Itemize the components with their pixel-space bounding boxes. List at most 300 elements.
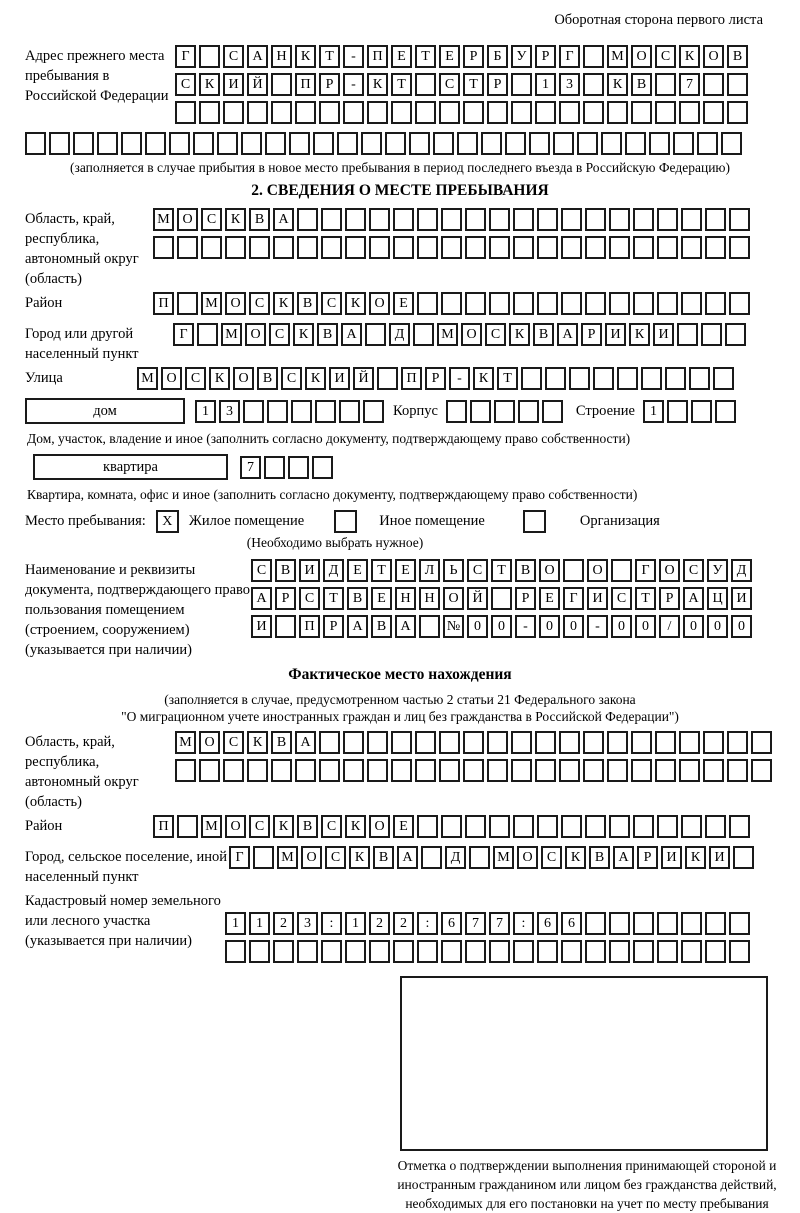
char-cell[interactable]: 3 — [297, 912, 318, 935]
char-cell[interactable] — [415, 101, 436, 124]
char-cell[interactable]: 1 — [345, 912, 366, 935]
char-cell[interactable] — [393, 208, 414, 231]
char-cell[interactable]: М — [201, 292, 222, 315]
char-cell[interactable]: О — [443, 587, 464, 610]
char-cell[interactable]: 0 — [611, 615, 632, 638]
char-cell[interactable]: Е — [371, 587, 392, 610]
char-cell[interactable] — [199, 45, 220, 68]
char-cell[interactable] — [391, 759, 412, 782]
char-cell[interactable]: - — [515, 615, 536, 638]
char-cell[interactable] — [463, 731, 484, 754]
char-cell[interactable]: С — [541, 846, 562, 869]
char-cell[interactable]: Е — [439, 45, 460, 68]
char-cell[interactable]: О — [461, 323, 482, 346]
char-cell[interactable]: К — [679, 45, 700, 68]
char-cell[interactable] — [465, 815, 486, 838]
char-cell[interactable] — [465, 292, 486, 315]
char-cell[interactable] — [145, 132, 166, 155]
char-cell[interactable]: Н — [419, 587, 440, 610]
char-cell[interactable]: Г — [559, 45, 580, 68]
char-cell[interactable] — [559, 731, 580, 754]
char-cell[interactable]: 0 — [683, 615, 704, 638]
char-cell[interactable] — [537, 236, 558, 259]
char-cell[interactable] — [585, 236, 606, 259]
char-cell[interactable]: А — [395, 615, 416, 638]
char-cell[interactable]: Т — [415, 45, 436, 68]
char-cell[interactable] — [415, 759, 436, 782]
char-cell[interactable]: Й — [353, 367, 374, 390]
char-cell[interactable] — [727, 73, 748, 96]
char-cell[interactable] — [489, 940, 510, 963]
char-cell[interactable] — [343, 731, 364, 754]
char-cell[interactable] — [559, 759, 580, 782]
char-cell[interactable]: М — [175, 731, 196, 754]
char-cell[interactable] — [569, 367, 590, 390]
char-cell[interactable] — [457, 132, 478, 155]
char-cell[interactable] — [313, 132, 334, 155]
char-cell[interactable] — [609, 940, 630, 963]
char-cell[interactable] — [217, 132, 238, 155]
char-cell[interactable]: 6 — [561, 912, 582, 935]
char-cell[interactable]: Г — [229, 846, 250, 869]
char-cell[interactable]: 3 — [219, 400, 240, 423]
char-cell[interactable]: В — [589, 846, 610, 869]
char-cell[interactable]: 1 — [535, 73, 556, 96]
char-cell[interactable] — [419, 615, 440, 638]
char-cell[interactable]: П — [295, 73, 316, 96]
char-cell[interactable]: В — [371, 615, 392, 638]
char-cell[interactable]: М — [493, 846, 514, 869]
char-cell[interactable] — [199, 101, 220, 124]
char-cell[interactable]: - — [343, 73, 364, 96]
char-cell[interactable]: А — [397, 846, 418, 869]
char-cell[interactable]: 0 — [563, 615, 584, 638]
char-cell[interactable]: К — [607, 73, 628, 96]
char-cell[interactable]: С — [655, 45, 676, 68]
char-cell[interactable]: 0 — [539, 615, 560, 638]
char-cell[interactable] — [677, 323, 698, 346]
char-cell[interactable] — [681, 292, 702, 315]
char-cell[interactable] — [559, 101, 580, 124]
char-cell[interactable]: 7 — [240, 456, 261, 479]
char-cell[interactable] — [297, 208, 318, 231]
char-cell[interactable] — [441, 940, 462, 963]
char-cell[interactable] — [247, 759, 268, 782]
char-cell[interactable] — [271, 759, 292, 782]
char-cell[interactable] — [385, 132, 406, 155]
char-cell[interactable] — [321, 208, 342, 231]
char-cell[interactable]: Т — [391, 73, 412, 96]
char-cell[interactable]: Д — [731, 559, 752, 582]
char-cell[interactable]: С — [223, 731, 244, 754]
char-cell[interactable] — [679, 101, 700, 124]
char-cell[interactable] — [225, 236, 246, 259]
char-cell[interactable] — [607, 731, 628, 754]
char-cell[interactable]: : — [513, 912, 534, 935]
char-cell[interactable]: 0 — [635, 615, 656, 638]
char-cell[interactable]: С — [249, 292, 270, 315]
char-cell[interactable]: П — [153, 292, 174, 315]
char-cell[interactable] — [441, 815, 462, 838]
char-cell[interactable] — [537, 292, 558, 315]
char-cell[interactable]: 1 — [643, 400, 664, 423]
char-cell[interactable]: М — [201, 815, 222, 838]
char-cell[interactable]: Г — [173, 323, 194, 346]
char-cell[interactable] — [633, 940, 654, 963]
char-cell[interactable] — [421, 846, 442, 869]
char-cell[interactable] — [583, 101, 604, 124]
char-cell[interactable] — [249, 940, 270, 963]
char-cell[interactable] — [751, 731, 772, 754]
char-cell[interactable]: О — [539, 559, 560, 582]
char-cell[interactable] — [655, 759, 676, 782]
char-cell[interactable] — [561, 815, 582, 838]
char-cell[interactable] — [703, 101, 724, 124]
char-cell[interactable] — [446, 400, 467, 423]
char-cell[interactable]: Т — [463, 73, 484, 96]
char-cell[interactable] — [289, 132, 310, 155]
char-cell[interactable] — [511, 759, 532, 782]
char-cell[interactable] — [193, 132, 214, 155]
char-cell[interactable] — [609, 815, 630, 838]
char-cell[interactable] — [705, 236, 726, 259]
char-cell[interactable] — [703, 759, 724, 782]
char-cell[interactable]: О — [225, 815, 246, 838]
char-cell[interactable] — [177, 292, 198, 315]
char-cell[interactable] — [489, 208, 510, 231]
char-cell[interactable] — [223, 101, 244, 124]
char-cell[interactable]: Т — [371, 559, 392, 582]
char-cell[interactable] — [241, 132, 262, 155]
char-cell[interactable] — [611, 559, 632, 582]
char-cell[interactable] — [542, 400, 563, 423]
char-cell[interactable]: О — [301, 846, 322, 869]
char-cell[interactable]: : — [417, 912, 438, 935]
char-cell[interactable]: Г — [563, 587, 584, 610]
char-cell[interactable] — [521, 367, 542, 390]
char-cell[interactable]: И — [709, 846, 730, 869]
char-cell[interactable]: К — [199, 73, 220, 96]
char-cell[interactable]: Т — [491, 559, 512, 582]
char-cell[interactable] — [633, 815, 654, 838]
char-cell[interactable] — [267, 400, 288, 423]
char-cell[interactable] — [631, 759, 652, 782]
char-cell[interactable] — [201, 236, 222, 259]
char-cell[interactable] — [369, 236, 390, 259]
char-cell[interactable]: М — [153, 208, 174, 231]
char-cell[interactable] — [487, 759, 508, 782]
char-cell[interactable]: С — [439, 73, 460, 96]
char-cell[interactable] — [439, 731, 460, 754]
char-cell[interactable]: Р — [515, 587, 536, 610]
char-cell[interactable] — [491, 587, 512, 610]
char-cell[interactable]: 6 — [537, 912, 558, 935]
char-cell[interactable]: К — [629, 323, 650, 346]
char-cell[interactable] — [631, 101, 652, 124]
char-cell[interactable] — [169, 132, 190, 155]
char-cell[interactable]: С — [251, 559, 272, 582]
char-cell[interactable] — [391, 101, 412, 124]
char-cell[interactable]: С — [281, 367, 302, 390]
char-cell[interactable] — [585, 912, 606, 935]
char-cell[interactable]: А — [247, 45, 268, 68]
char-cell[interactable]: В — [533, 323, 554, 346]
char-cell[interactable]: П — [153, 815, 174, 838]
char-cell[interactable] — [641, 367, 662, 390]
char-cell[interactable]: Р — [319, 73, 340, 96]
char-cell[interactable] — [315, 400, 336, 423]
char-cell[interactable] — [433, 132, 454, 155]
char-cell[interactable] — [593, 367, 614, 390]
char-cell[interactable]: В — [515, 559, 536, 582]
char-cell[interactable] — [271, 101, 292, 124]
char-cell[interactable] — [633, 236, 654, 259]
char-cell[interactable] — [365, 323, 386, 346]
char-cell[interactable] — [469, 846, 490, 869]
char-cell[interactable]: Л — [419, 559, 440, 582]
char-cell[interactable] — [465, 236, 486, 259]
char-cell[interactable] — [393, 236, 414, 259]
char-cell[interactable]: А — [557, 323, 578, 346]
char-cell[interactable]: И — [605, 323, 626, 346]
char-cell[interactable] — [729, 208, 750, 231]
char-cell[interactable]: Д — [323, 559, 344, 582]
char-cell[interactable] — [275, 615, 296, 638]
char-cell[interactable] — [481, 132, 502, 155]
char-cell[interactable] — [729, 940, 750, 963]
char-cell[interactable] — [417, 208, 438, 231]
char-cell[interactable] — [417, 292, 438, 315]
char-cell[interactable] — [73, 132, 94, 155]
char-cell[interactable]: К — [367, 73, 388, 96]
char-cell[interactable]: В — [257, 367, 278, 390]
char-cell[interactable]: П — [367, 45, 388, 68]
char-cell[interactable] — [417, 815, 438, 838]
char-cell[interactable]: К — [247, 731, 268, 754]
char-cell[interactable]: Д — [445, 846, 466, 869]
char-cell[interactable] — [609, 208, 630, 231]
char-cell[interactable]: М — [221, 323, 242, 346]
char-cell[interactable]: 1 — [195, 400, 216, 423]
char-cell[interactable]: С — [611, 587, 632, 610]
char-cell[interactable]: С — [299, 587, 320, 610]
char-cell[interactable]: О — [245, 323, 266, 346]
char-cell[interactable] — [463, 759, 484, 782]
char-cell[interactable]: К — [509, 323, 530, 346]
char-cell[interactable] — [363, 400, 384, 423]
char-cell[interactable]: К — [685, 846, 706, 869]
char-cell[interactable] — [729, 292, 750, 315]
char-cell[interactable] — [553, 132, 574, 155]
char-cell[interactable] — [295, 101, 316, 124]
char-cell[interactable] — [703, 731, 724, 754]
char-cell[interactable] — [489, 292, 510, 315]
char-cell[interactable] — [49, 132, 70, 155]
char-cell[interactable]: 0 — [491, 615, 512, 638]
char-cell[interactable]: У — [511, 45, 532, 68]
char-cell[interactable] — [297, 236, 318, 259]
char-cell[interactable] — [537, 815, 558, 838]
char-cell[interactable] — [513, 208, 534, 231]
char-cell[interactable] — [511, 101, 532, 124]
char-cell[interactable] — [247, 101, 268, 124]
char-cell[interactable]: - — [587, 615, 608, 638]
char-cell[interactable] — [657, 236, 678, 259]
char-cell[interactable] — [607, 101, 628, 124]
char-cell[interactable] — [463, 101, 484, 124]
char-cell[interactable] — [667, 400, 688, 423]
char-cell[interactable] — [253, 846, 274, 869]
char-cell[interactable] — [225, 940, 246, 963]
char-cell[interactable] — [545, 367, 566, 390]
char-cell[interactable] — [345, 236, 366, 259]
char-cell[interactable]: 0 — [467, 615, 488, 638]
char-cell[interactable] — [617, 367, 638, 390]
char-cell[interactable] — [321, 236, 342, 259]
char-cell[interactable]: 2 — [273, 912, 294, 935]
char-cell[interactable] — [561, 208, 582, 231]
char-cell[interactable]: 0 — [731, 615, 752, 638]
char-cell[interactable]: В — [727, 45, 748, 68]
char-cell[interactable]: 7 — [489, 912, 510, 935]
char-cell[interactable] — [465, 208, 486, 231]
char-cell[interactable] — [607, 759, 628, 782]
char-cell[interactable] — [561, 236, 582, 259]
char-cell[interactable] — [585, 815, 606, 838]
char-cell[interactable]: К — [345, 292, 366, 315]
char-cell[interactable]: И — [299, 559, 320, 582]
char-cell[interactable] — [369, 208, 390, 231]
char-cell[interactable]: О — [177, 208, 198, 231]
char-cell[interactable] — [751, 759, 772, 782]
char-cell[interactable]: О — [587, 559, 608, 582]
char-cell[interactable] — [537, 940, 558, 963]
char-cell[interactable]: С — [269, 323, 290, 346]
char-cell[interactable] — [665, 367, 686, 390]
char-cell[interactable] — [657, 940, 678, 963]
char-cell[interactable]: Р — [659, 587, 680, 610]
char-cell[interactable]: Н — [271, 45, 292, 68]
char-cell[interactable]: 2 — [393, 912, 414, 935]
char-cell[interactable] — [271, 73, 292, 96]
char-cell[interactable] — [295, 759, 316, 782]
char-cell[interactable]: К — [305, 367, 326, 390]
char-cell[interactable] — [513, 815, 534, 838]
char-cell[interactable]: Е — [393, 292, 414, 315]
char-cell[interactable] — [697, 132, 718, 155]
char-cell[interactable]: О — [199, 731, 220, 754]
char-cell[interactable] — [249, 236, 270, 259]
char-cell[interactable] — [513, 236, 534, 259]
char-cell[interactable]: А — [341, 323, 362, 346]
char-cell[interactable]: В — [317, 323, 338, 346]
char-cell[interactable] — [291, 400, 312, 423]
char-cell[interactable] — [609, 236, 630, 259]
char-cell[interactable]: О — [225, 292, 246, 315]
char-cell[interactable] — [689, 367, 710, 390]
char-cell[interactable] — [583, 759, 604, 782]
char-cell[interactable]: С — [201, 208, 222, 231]
char-cell[interactable] — [319, 101, 340, 124]
char-cell[interactable]: К — [565, 846, 586, 869]
char-cell[interactable]: Т — [497, 367, 518, 390]
char-cell[interactable] — [367, 101, 388, 124]
checkbox-other-premises[interactable] — [334, 510, 357, 533]
char-cell[interactable] — [243, 400, 264, 423]
char-cell[interactable] — [441, 208, 462, 231]
char-cell[interactable] — [489, 236, 510, 259]
char-cell[interactable] — [727, 101, 748, 124]
char-cell[interactable] — [679, 731, 700, 754]
char-cell[interactable] — [535, 731, 556, 754]
char-cell[interactable]: № — [443, 615, 464, 638]
char-cell[interactable]: И — [329, 367, 350, 390]
char-cell[interactable]: О — [161, 367, 182, 390]
char-cell[interactable]: А — [683, 587, 704, 610]
char-cell[interactable] — [727, 759, 748, 782]
char-cell[interactable] — [441, 236, 462, 259]
char-cell[interactable]: Р — [323, 615, 344, 638]
char-cell[interactable]: В — [249, 208, 270, 231]
char-cell[interactable] — [561, 292, 582, 315]
char-cell[interactable]: Р — [581, 323, 602, 346]
char-cell[interactable] — [585, 292, 606, 315]
char-cell[interactable]: В — [271, 731, 292, 754]
char-cell[interactable] — [691, 400, 712, 423]
char-cell[interactable]: С — [175, 73, 196, 96]
char-cell[interactable]: 7 — [465, 912, 486, 935]
char-cell[interactable]: Г — [175, 45, 196, 68]
char-cell[interactable]: 2 — [369, 912, 390, 935]
char-cell[interactable]: 7 — [679, 73, 700, 96]
char-cell[interactable]: Р — [637, 846, 658, 869]
char-cell[interactable] — [681, 912, 702, 935]
char-cell[interactable]: У — [707, 559, 728, 582]
char-cell[interactable] — [197, 323, 218, 346]
char-cell[interactable]: К — [349, 846, 370, 869]
char-cell[interactable]: В — [297, 815, 318, 838]
char-cell[interactable] — [175, 759, 196, 782]
char-cell[interactable] — [223, 759, 244, 782]
char-cell[interactable]: А — [347, 615, 368, 638]
char-cell[interactable]: Е — [539, 587, 560, 610]
char-cell[interactable]: И — [661, 846, 682, 869]
char-cell[interactable]: Е — [393, 815, 414, 838]
char-cell[interactable]: А — [251, 587, 272, 610]
char-cell[interactable] — [409, 132, 430, 155]
char-cell[interactable] — [177, 236, 198, 259]
char-cell[interactable] — [377, 367, 398, 390]
char-cell[interactable]: Р — [463, 45, 484, 68]
char-cell[interactable] — [733, 846, 754, 869]
char-cell[interactable]: Ц — [707, 587, 728, 610]
char-cell[interactable] — [391, 731, 412, 754]
char-cell[interactable] — [513, 940, 534, 963]
char-cell[interactable]: 0 — [707, 615, 728, 638]
char-cell[interactable] — [494, 400, 515, 423]
char-cell[interactable]: П — [299, 615, 320, 638]
char-cell[interactable]: К — [225, 208, 246, 231]
checkbox-organization[interactable] — [523, 510, 546, 533]
char-cell[interactable] — [367, 731, 388, 754]
char-cell[interactable]: С — [321, 292, 342, 315]
char-cell[interactable] — [337, 132, 358, 155]
char-cell[interactable] — [121, 132, 142, 155]
char-cell[interactable]: И — [223, 73, 244, 96]
char-cell[interactable] — [535, 101, 556, 124]
char-cell[interactable]: С — [223, 45, 244, 68]
char-cell[interactable] — [465, 940, 486, 963]
